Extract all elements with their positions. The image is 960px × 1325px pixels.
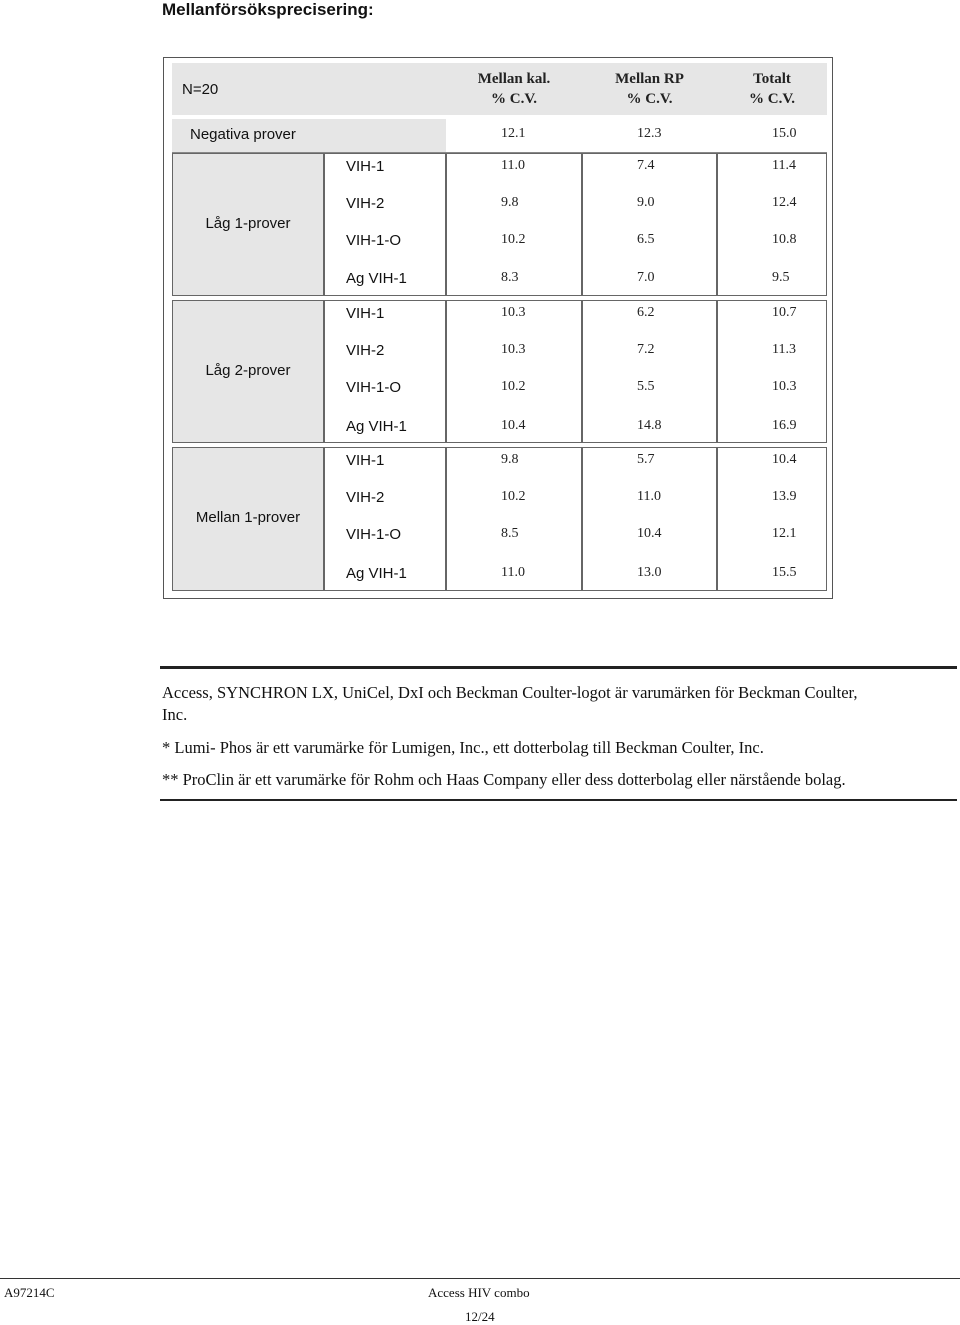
cv-value: 15.5 [772, 564, 797, 580]
cv-value: 9.8 [501, 194, 519, 210]
header-n: N=20 [182, 81, 219, 98]
page-number: 12/24 [465, 1309, 495, 1324]
marker-label: VIH-1 [346, 452, 385, 470]
cv-value: 10.2 [501, 378, 526, 394]
cv-value: 7.0 [637, 270, 655, 286]
header-mellan-kal-line1: Mellan kal. [477, 71, 551, 87]
cv-value: 5.5 [637, 378, 655, 394]
cv-value: 10.2 [501, 489, 526, 505]
header-totalt [717, 69, 827, 109]
header-totalt-line1: Totalt [753, 71, 791, 87]
cv-value: 10.7 [772, 305, 797, 321]
cv-value: 6.5 [637, 231, 655, 247]
negativa-label: Negativa prover [190, 126, 296, 143]
page-footer-rule [0, 1278, 960, 1279]
footnote-top-rule [160, 666, 957, 669]
cv-value: 9.0 [637, 194, 655, 210]
marker-label: Ag VIH-1 [346, 564, 407, 582]
header-mellan-rp-line2: % C.V. [626, 91, 673, 107]
negativa-value: 15.0 [772, 126, 797, 141]
marker-label: VIH-2 [346, 194, 385, 212]
cv-value: 10.4 [501, 417, 526, 433]
marker-label: VIH-1 [346, 158, 385, 175]
cv-value: 9.8 [501, 452, 519, 468]
cv-value: 14.8 [637, 417, 662, 433]
marker-label: VIH-1 [346, 305, 385, 323]
trademark-note [162, 682, 858, 726]
negativa-value: 12.3 [637, 126, 662, 141]
cv-value: 10.3 [501, 305, 526, 321]
group-label: Låg 1-prover [205, 214, 291, 232]
cv-value: 10.3 [501, 342, 526, 357]
proclin-note: ** ProClin är ett varumärke för Rohm och Haas Company eller dess dotterbolag eller närstående bolag. [162, 770, 846, 789]
cv-value: 11.3 [772, 342, 796, 357]
cv-value: 5.7 [637, 452, 655, 468]
cv-value: 11.0 [501, 564, 525, 580]
document-id: A97214C [4, 1285, 55, 1300]
cv-value: 6.2 [637, 305, 655, 321]
cv-value: 10.4 [637, 526, 662, 541]
section-title: Mellanförsöksprecisering: [162, 0, 374, 19]
cv-value: 13.9 [772, 489, 797, 505]
trademark-note-line2: Inc. [162, 705, 188, 724]
cv-value: 16.9 [772, 417, 797, 433]
marker-label: Ag VIH-1 [346, 417, 407, 435]
marker-label: VIH-1-O [346, 231, 402, 249]
marker-label: VIH-2 [346, 489, 385, 507]
marker-label: VIH-1-O [346, 378, 402, 396]
marker-label: VIH-1-O [346, 526, 402, 543]
group-label: Mellan 1-prover [195, 509, 301, 526]
header-mellan-kal-line2: % C.V. [491, 91, 537, 107]
product-name: Access HIV combo [428, 1285, 530, 1300]
marker-label: Ag VIH-1 [346, 270, 407, 288]
cv-value: 12.1 [772, 526, 797, 541]
header-mellan-rp-line1: Mellan RP [615, 71, 684, 87]
cv-value: 13.0 [637, 564, 662, 580]
cv-value: 11.4 [772, 158, 796, 173]
cv-value: 8.5 [501, 526, 519, 541]
cv-value: 10.3 [772, 378, 797, 394]
header-mellan-kal [446, 69, 582, 109]
lumiphos-note: * Lumi- Phos är ett varumärke för Lumigen, Inc., ett dotterbolag till Beckman Coulter, Inc. [162, 738, 764, 757]
cv-value: 11.0 [501, 158, 525, 173]
marker-label: VIH-2 [346, 342, 385, 359]
cv-value: 10.8 [772, 231, 797, 247]
cv-value: 10.4 [772, 452, 797, 468]
cv-value: 8.3 [501, 270, 519, 286]
group-label: Låg 2-prover [205, 361, 291, 379]
cv-value: 7.2 [637, 342, 655, 357]
cv-value: 11.0 [637, 489, 661, 505]
cv-value: 7.4 [637, 158, 655, 173]
cv-value: 9.5 [772, 270, 790, 286]
header-totalt-line2: % C.V. [749, 91, 795, 107]
precision-table [163, 57, 833, 599]
negativa-value: 12.1 [501, 126, 526, 141]
footnote-bottom-rule [160, 799, 957, 801]
cv-value: 12.4 [772, 194, 797, 210]
trademark-note-line1: Access, SYNCHRON LX, UniCel, DxI och Beckman Coulter-logot är varumärken för Beckman Coulter, [162, 683, 858, 702]
cv-value: 10.2 [501, 231, 526, 247]
header-mellan-rp [582, 69, 717, 109]
